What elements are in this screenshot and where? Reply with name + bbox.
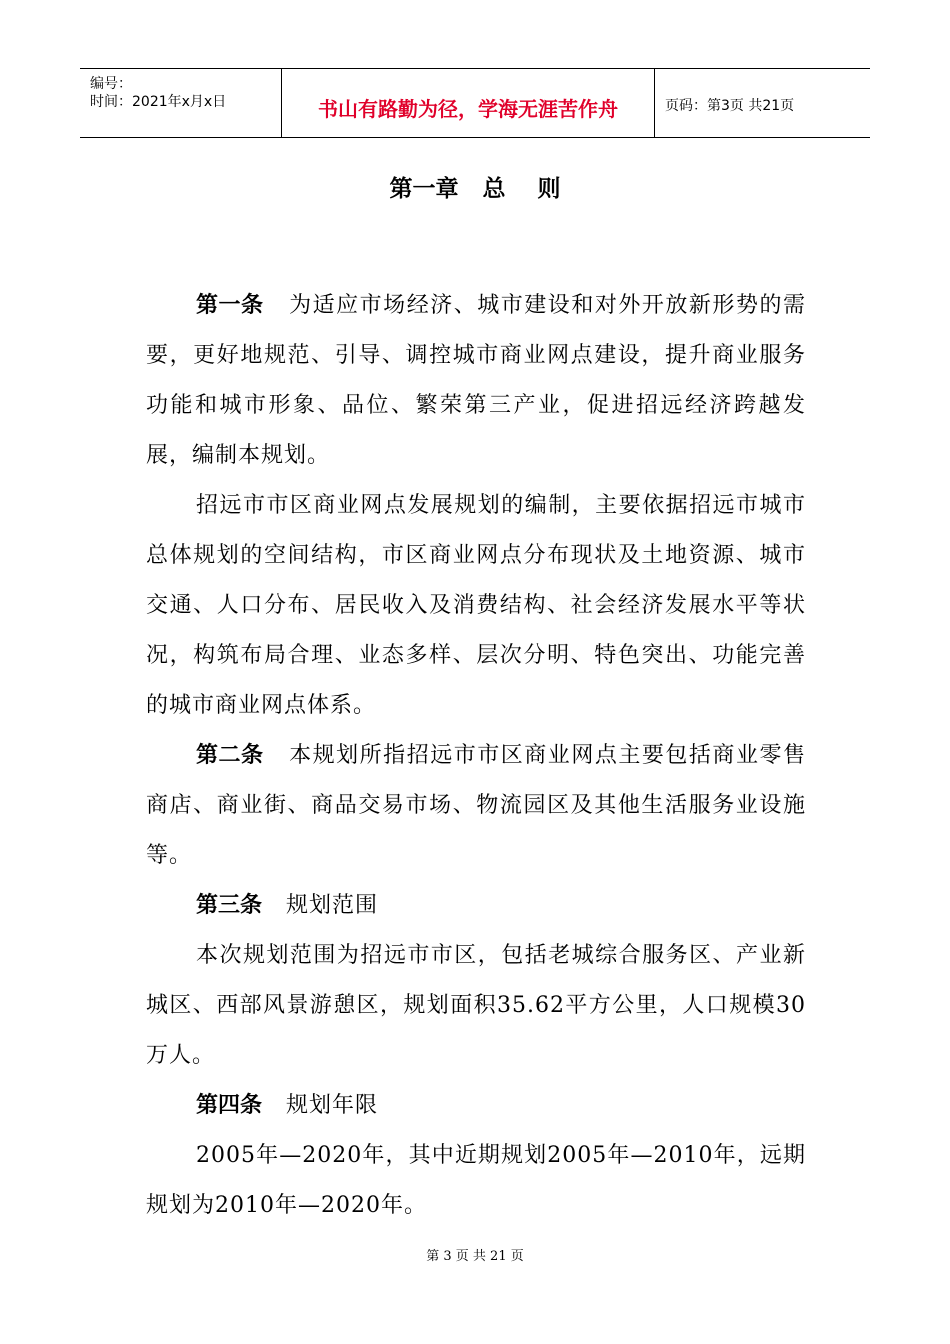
paragraph-text: 招远市市区商业网点发展规划的编制，主要依据招远市城市总体规划的空间结构，市区商业网点分布现状及土地资源、城市交通、人口分布、居民收入及消费结构、社会经济发展水平等状况，构筑布局合理、业态多样、层次分明、特色突出、功能完善的城市商业网点体系。 bbox=[146, 493, 806, 718]
document-date: 时间：2021年x月x日 bbox=[90, 94, 227, 110]
paragraph-text: 2005年—2020年，其中近期规划2005年—2010年，远期规划为2010年—2020年。 bbox=[146, 1143, 806, 1218]
paragraph-text: 为适应市场经济、城市建设和对外开放新形势的需要，更好地规范、引导、调控城市商业网点建设，提升商业服务功能和城市形象、品位、繁荣第三产业，促进招远经济跨越发展，编制本规划。 bbox=[146, 293, 806, 468]
document-number-label: 编号： bbox=[90, 76, 132, 92]
chapter-title: 第一章 总 则 bbox=[389, 176, 561, 202]
article-number: 第一条 bbox=[196, 293, 264, 318]
paragraph-text: 本次规划范围为招远市市区，包括老城综合服务区、产业新城区、西部风景游憩区，规划面积35.62平方公里，人口规模30万人。 bbox=[146, 943, 806, 1068]
paragraph bbox=[146, 881, 806, 931]
paragraph bbox=[146, 731, 806, 881]
header-right-cell bbox=[655, 69, 870, 137]
article-number: 第二条 bbox=[196, 743, 264, 768]
header-middle-cell bbox=[282, 69, 655, 137]
paragraph bbox=[146, 1131, 806, 1231]
article-number: 第四条 bbox=[196, 1093, 263, 1118]
header-motto: 书山有路勤为径，学海无涯苦作舟 bbox=[318, 97, 618, 121]
page-footer: 第 3 页 共 21 页 bbox=[426, 1249, 524, 1264]
header-page-info: 页码：第3页 共21页 bbox=[665, 98, 795, 114]
document-body bbox=[146, 281, 806, 1231]
paragraph bbox=[146, 931, 806, 1081]
header-left-cell bbox=[80, 69, 282, 137]
article-number: 第三条 bbox=[196, 893, 263, 918]
paragraph bbox=[146, 1081, 806, 1131]
paragraph-text: 规划年限 bbox=[286, 1093, 379, 1118]
paragraph-text: 规划范围 bbox=[286, 893, 379, 918]
paragraph bbox=[146, 481, 806, 731]
paragraph-text: 本规划所指招远市市区商业网点主要包括商业零售商店、商业街、商品交易市场、物流园区及其他生活服务业设施等。 bbox=[146, 743, 806, 868]
document-header bbox=[80, 68, 870, 138]
paragraph bbox=[146, 281, 806, 481]
